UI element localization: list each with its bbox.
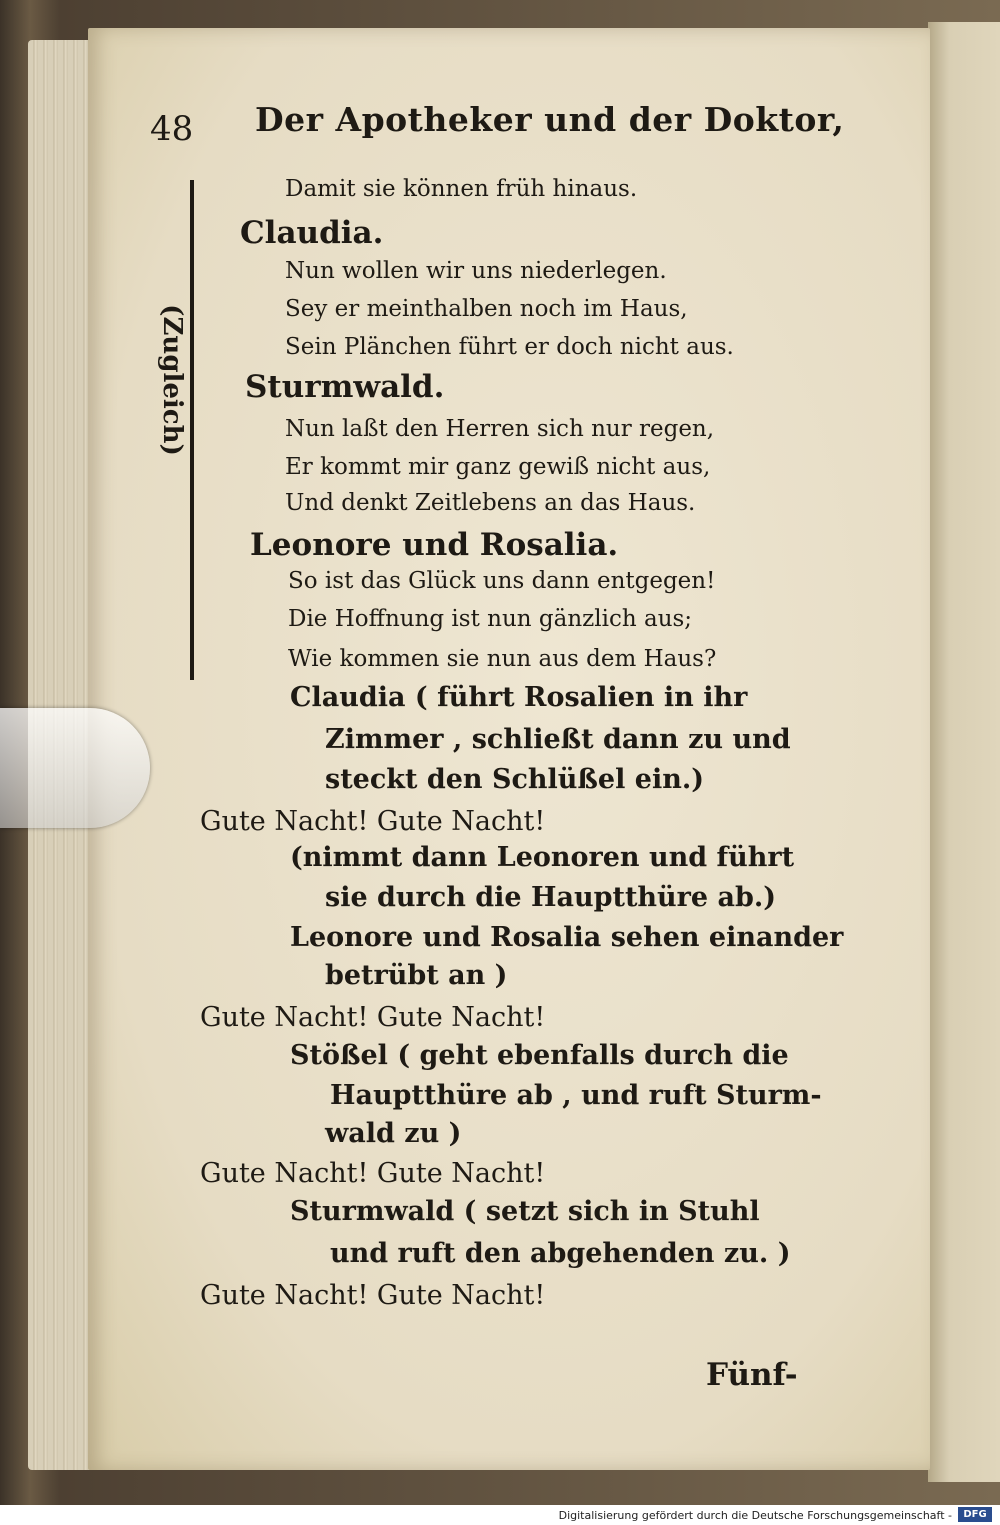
verse-line: Nun laßt den Herren sich nur regen, xyxy=(285,416,715,442)
verse-line: Sey er meinthalben noch im Haus, xyxy=(285,296,688,322)
stage-direction: und ruft den abgehenden zu. ) xyxy=(330,1238,791,1269)
sung-line: Gute Nacht! Gute Nacht! xyxy=(200,1002,546,1033)
funding-credit: Digitalisierung gefördert durch die Deutsche Forschungsgemeinschaft - xyxy=(558,1509,952,1522)
stage-direction: sie durch die Hauptthüre ab.) xyxy=(325,882,777,913)
stage-direction: Hauptthüre ab , und ruft Sturm- xyxy=(330,1080,822,1111)
verse-line: Und denkt Zeitlebens an das Haus. xyxy=(285,490,696,516)
page-clip xyxy=(0,708,150,828)
stage-direction: Claudia ( führt Rosalien in ihr xyxy=(290,682,748,713)
sung-line: Gute Nacht! Gute Nacht! xyxy=(200,806,546,837)
speaker-name: Leonore und Rosalia. xyxy=(250,527,619,563)
dfg-logo: DFG xyxy=(958,1507,992,1522)
verse-line: Damit sie können früh hinaus. xyxy=(285,176,638,202)
catchword: Fünf- xyxy=(706,1357,798,1393)
verse-line: Er kommt mir ganz gewiß nicht aus, xyxy=(285,454,711,480)
verse-line: Die Hoffnung ist nun gänzlich aus; xyxy=(288,606,693,632)
stage-direction: Leonore und Rosalia sehen einander xyxy=(290,922,844,953)
stage-direction: (nimmt dann Leonoren und führt xyxy=(290,842,795,873)
verse-line: Sein Plänchen führt er doch nicht aus. xyxy=(285,334,734,360)
stage-direction: Zimmer , schließt dann zu und xyxy=(325,724,791,755)
page-number: 48 xyxy=(150,109,194,149)
verse-line: Nun wollen wir uns niederlegen. xyxy=(285,258,667,284)
sung-line: Gute Nacht! Gute Nacht! xyxy=(200,1158,546,1189)
margin-note: (Zugleich) xyxy=(157,304,187,456)
verse-line: Wie kommen sie nun aus dem Haus? xyxy=(288,646,717,672)
margin-bracket xyxy=(190,180,206,680)
stage-direction: betrübt an ) xyxy=(325,960,508,991)
sung-line: Gute Nacht! Gute Nacht! xyxy=(200,1280,546,1311)
stage-direction: Stößel ( geht ebenfalls durch die xyxy=(290,1040,789,1071)
speaker-name: Claudia. xyxy=(240,215,384,251)
facing-page xyxy=(928,22,1000,1482)
stage-direction: wald zu ) xyxy=(325,1118,462,1149)
speaker-name: Sturmwald. xyxy=(245,369,445,405)
running-head: Der Apotheker und der Doktor, xyxy=(255,100,845,139)
verse-line: So ist das Glück uns dann entgegen! xyxy=(288,568,716,594)
stage-direction: steckt den Schlüßel ein.) xyxy=(325,764,705,795)
stage-direction: Sturmwald ( setzt sich in Stuhl xyxy=(290,1196,760,1227)
